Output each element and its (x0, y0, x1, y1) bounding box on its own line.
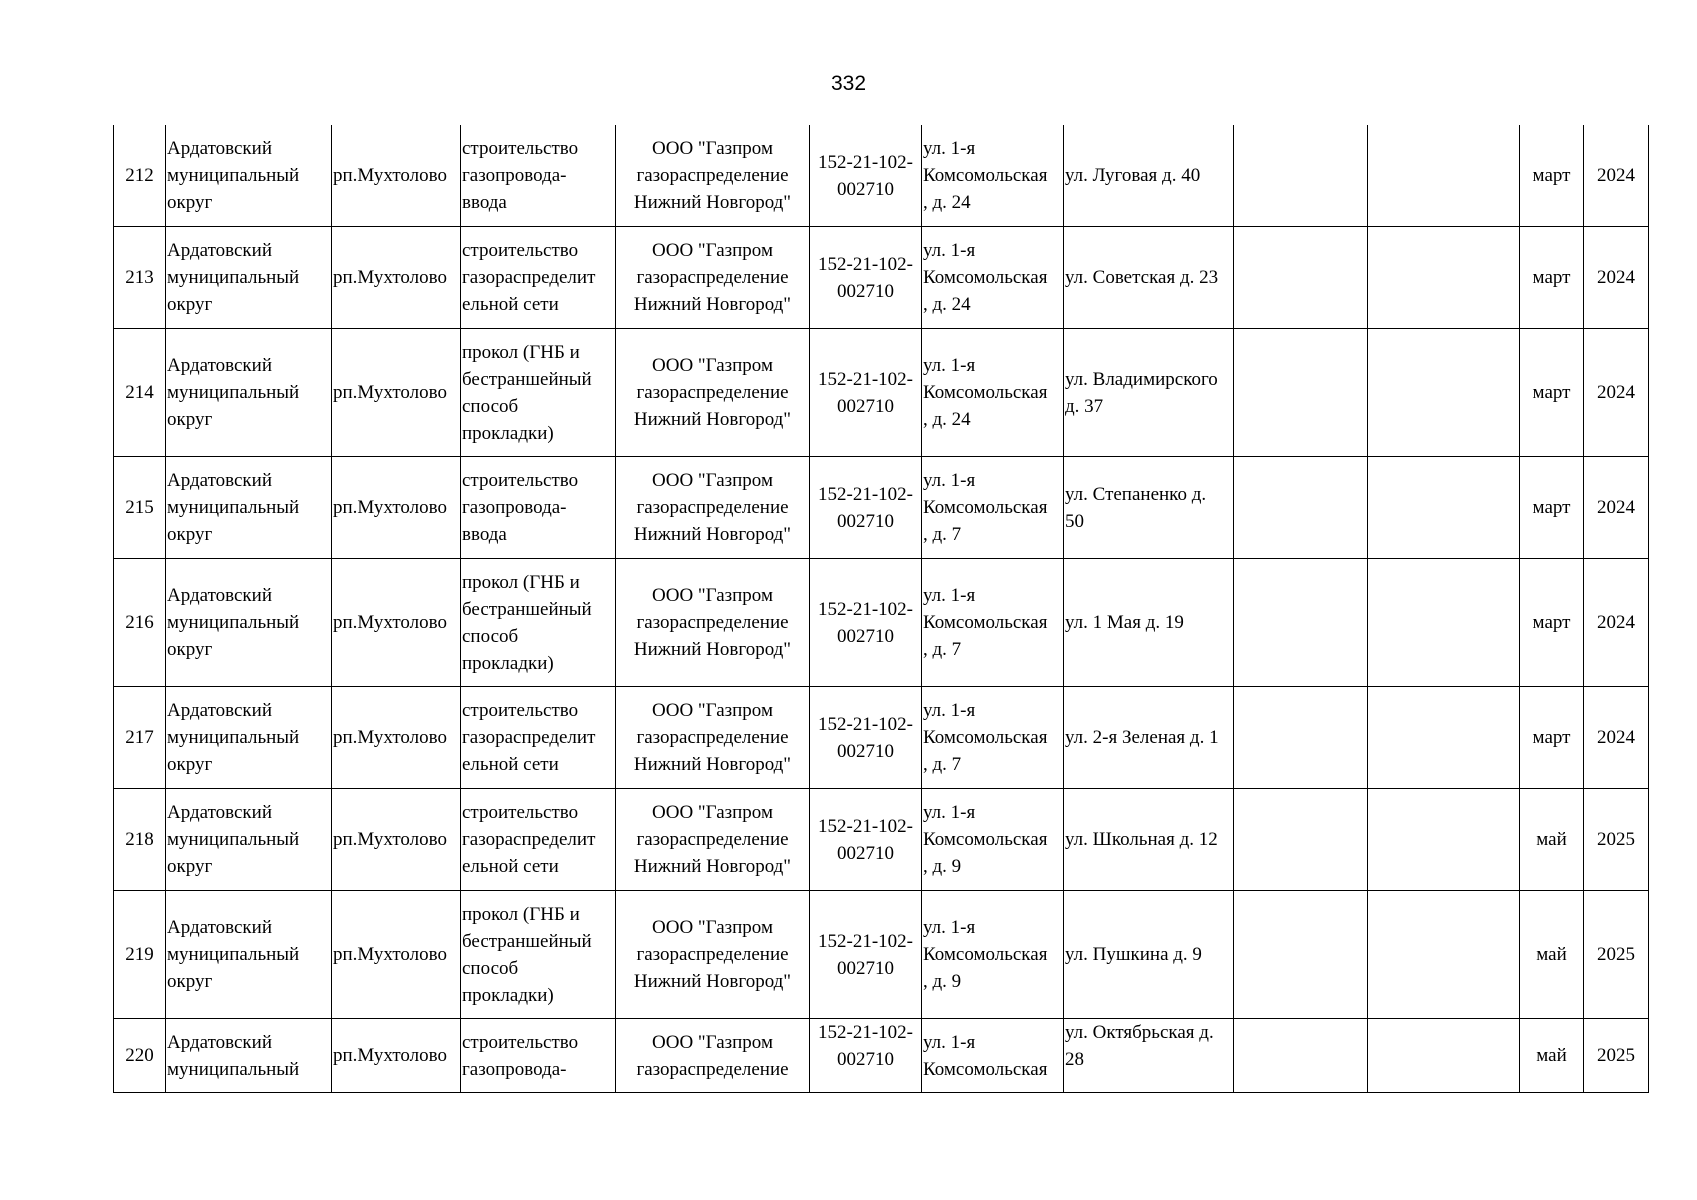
cell-district: Ардатовский муниципальный округ (166, 891, 332, 1019)
cell-code: 152-21-102- 002710 (810, 559, 922, 687)
cell-work-type: прокол (ГНБ и бестраншейный способ прокладки) (461, 559, 616, 687)
cell-object-address: ул. Школьная д. 12 (1064, 789, 1234, 891)
cell-organization: ООО "Газпром газораспределение Нижний Новгород" (616, 559, 810, 687)
cell-empty (1368, 227, 1520, 329)
cell-work-type: строительство газопровода- ввода (461, 457, 616, 559)
cell-district: Ардатовский муниципальный округ (166, 789, 332, 891)
cell-work-type: прокол (ГНБ и бестраншейный способ прокладки) (461, 891, 616, 1019)
cell-year: 2025 (1584, 789, 1649, 891)
cell-empty (1368, 559, 1520, 687)
cell-object-address: ул. Октябрьская д. 28 (1064, 1019, 1234, 1093)
cell-code: 152-21-102- 002710 (810, 789, 922, 891)
cell-organization: ООО "Газпром газораспределение Нижний Новгород" (616, 891, 810, 1019)
page-number: 332 (830, 72, 867, 95)
cell-settlement: рп.Мухтолово (332, 227, 461, 329)
cell-year: 2024 (1584, 687, 1649, 789)
cell-empty (1234, 891, 1368, 1019)
cell-settlement: рп.Мухтолово (332, 1019, 461, 1093)
table-row (114, 457, 1649, 559)
cell-district: Ардатовский муниципальный (166, 1019, 332, 1093)
cell-number: 212 (114, 125, 166, 227)
table-body (114, 125, 1649, 1093)
cell-month: май (1520, 789, 1584, 891)
cell-settlement: рп.Мухтолово (332, 559, 461, 687)
cell-number: 218 (114, 789, 166, 891)
cell-source-address: ул. 1-я Комсомольская , д. 7 (922, 457, 1064, 559)
cell-month: март (1520, 329, 1584, 457)
table-row (114, 329, 1649, 457)
cell-settlement: рп.Мухтолово (332, 329, 461, 457)
cell-code: 152-21-102- 002710 (810, 1019, 922, 1093)
cell-year: 2025 (1584, 1019, 1649, 1093)
cell-work-type: строительство газопровода- (461, 1019, 616, 1093)
table-row (114, 559, 1649, 687)
cell-work-type: строительство газопровода- ввода (461, 125, 616, 227)
cell-source-address: ул. 1-я Комсомольская , д. 9 (922, 891, 1064, 1019)
cell-year: 2024 (1584, 227, 1649, 329)
cell-district: Ардатовский муниципальный округ (166, 687, 332, 789)
cell-empty (1368, 457, 1520, 559)
cell-empty (1234, 559, 1368, 687)
cell-code: 152-21-102- 002710 (810, 891, 922, 1019)
cell-number: 213 (114, 227, 166, 329)
cell-object-address: ул. Советская д. 23 (1064, 227, 1234, 329)
cell-settlement: рп.Мухтолово (332, 789, 461, 891)
cell-empty (1368, 687, 1520, 789)
cell-code: 152-21-102- 002710 (810, 329, 922, 457)
cell-organization: ООО "Газпром газораспределение (616, 1019, 810, 1093)
cell-empty (1368, 329, 1520, 457)
cell-settlement: рп.Мухтолово (332, 457, 461, 559)
cell-organization: ООО "Газпром газораспределение Нижний Новгород" (616, 457, 810, 559)
cell-empty (1234, 789, 1368, 891)
cell-object-address: ул. 1 Мая д. 19 (1064, 559, 1234, 687)
cell-source-address: ул. 1-я Комсомольская , д. 7 (922, 687, 1064, 789)
cell-organization: ООО "Газпром газораспределение Нижний Новгород" (616, 125, 810, 227)
cell-month: март (1520, 559, 1584, 687)
table-row (114, 1019, 1649, 1093)
cell-code: 152-21-102- 002710 (810, 457, 922, 559)
cell-year: 2025 (1584, 891, 1649, 1019)
cell-district: Ардатовский муниципальный округ (166, 329, 332, 457)
cell-district: Ардатовский муниципальный округ (166, 125, 332, 227)
cell-empty (1368, 891, 1520, 1019)
cell-number: 219 (114, 891, 166, 1019)
cell-empty (1234, 227, 1368, 329)
table-row (114, 125, 1649, 227)
cell-code: 152-21-102- 002710 (810, 687, 922, 789)
cell-object-address: ул. 2-я Зеленая д. 1 (1064, 687, 1234, 789)
cell-settlement: рп.Мухтолово (332, 687, 461, 789)
cell-object-address: ул. Владимирского д. 37 (1064, 329, 1234, 457)
cell-settlement: рп.Мухтолово (332, 891, 461, 1019)
cell-organization: ООО "Газпром газораспределение Нижний Новгород" (616, 687, 810, 789)
gasification-table (113, 125, 1649, 1093)
cell-number: 220 (114, 1019, 166, 1093)
table-row (114, 687, 1649, 789)
cell-number: 214 (114, 329, 166, 457)
cell-source-address: ул. 1-я Комсомольская , д. 7 (922, 559, 1064, 687)
cell-empty (1368, 789, 1520, 891)
cell-month: март (1520, 457, 1584, 559)
cell-number: 217 (114, 687, 166, 789)
cell-year: 2024 (1584, 559, 1649, 687)
cell-source-address: ул. 1-я Комсомольская , д. 24 (922, 329, 1064, 457)
cell-empty (1234, 457, 1368, 559)
table-row (114, 227, 1649, 329)
cell-code: 152-21-102- 002710 (810, 227, 922, 329)
table-row (114, 789, 1649, 891)
cell-empty (1234, 687, 1368, 789)
cell-number: 215 (114, 457, 166, 559)
cell-month: май (1520, 1019, 1584, 1093)
cell-source-address: ул. 1-я Комсомольская , д. 9 (922, 789, 1064, 891)
cell-year: 2024 (1584, 125, 1649, 227)
cell-work-type: строительство газораспределит ельной сети (461, 227, 616, 329)
cell-code: 152-21-102- 002710 (810, 125, 922, 227)
cell-organization: ООО "Газпром газораспределение Нижний Новгород" (616, 789, 810, 891)
cell-organization: ООО "Газпром газораспределение Нижний Новгород" (616, 227, 810, 329)
cell-source-address: ул. 1-я Комсомольская , д. 24 (922, 227, 1064, 329)
cell-organization: ООО "Газпром газораспределение Нижний Новгород" (616, 329, 810, 457)
table-row (114, 891, 1649, 1019)
cell-work-type: строительство газораспределит ельной сети (461, 687, 616, 789)
cell-year: 2024 (1584, 329, 1649, 457)
cell-empty (1234, 329, 1368, 457)
cell-empty (1234, 1019, 1368, 1093)
cell-month: март (1520, 687, 1584, 789)
cell-work-type: строительство газораспределит ельной сети (461, 789, 616, 891)
cell-district: Ардатовский муниципальный округ (166, 457, 332, 559)
cell-source-address: ул. 1-я Комсомольская (922, 1019, 1064, 1093)
cell-district: Ардатовский муниципальный округ (166, 227, 332, 329)
cell-object-address: ул. Пушкина д. 9 (1064, 891, 1234, 1019)
cell-work-type: прокол (ГНБ и бестраншейный способ прокладки) (461, 329, 616, 457)
cell-month: март (1520, 227, 1584, 329)
cell-month: май (1520, 891, 1584, 1019)
cell-number: 216 (114, 559, 166, 687)
cell-empty (1234, 125, 1368, 227)
cell-object-address: ул. Луговая д. 40 (1064, 125, 1234, 227)
cell-year: 2024 (1584, 457, 1649, 559)
cell-settlement: рп.Мухтолово (332, 125, 461, 227)
cell-district: Ардатовский муниципальный округ (166, 559, 332, 687)
cell-empty (1368, 125, 1520, 227)
cell-empty (1368, 1019, 1520, 1093)
cell-object-address: ул. Степаненко д. 50 (1064, 457, 1234, 559)
cell-source-address: ул. 1-я Комсомольская , д. 24 (922, 125, 1064, 227)
cell-month: март (1520, 125, 1584, 227)
